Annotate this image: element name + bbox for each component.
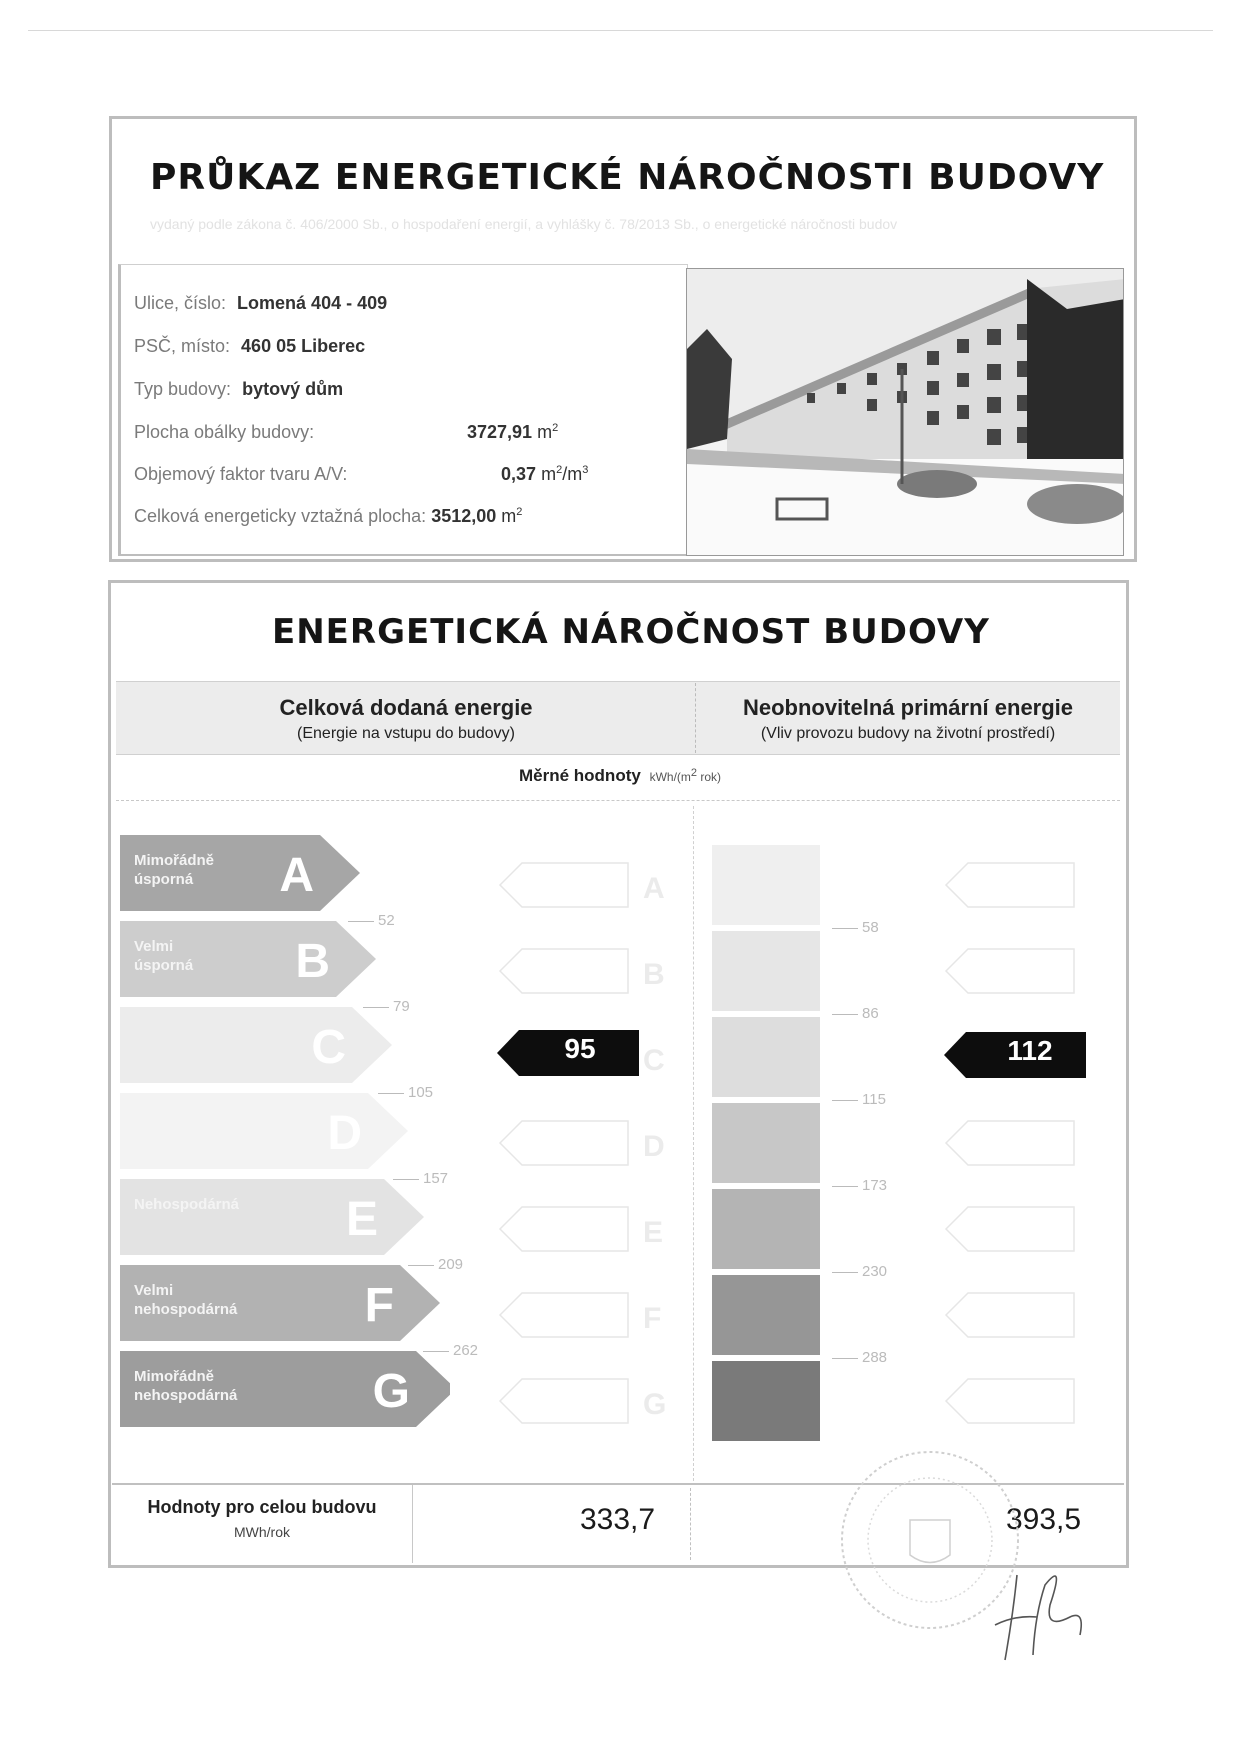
primary-scale-box <box>712 1103 820 1183</box>
left-threshold: 262 <box>423 1342 478 1359</box>
header-divider <box>695 683 696 753</box>
ghost-class-letter: E <box>643 1216 664 1249</box>
left-threshold: 209 <box>408 1256 463 1273</box>
primary-scale-box <box>712 1275 820 1355</box>
shape-unit-b: /m <box>562 464 583 484</box>
delivered-energy-value: 95 <box>564 1033 596 1064</box>
class-letter-d: D <box>327 1107 362 1160</box>
right-threshold: 115 <box>832 1091 886 1108</box>
left-threshold: 52 <box>348 912 395 929</box>
shape-label: Objemový faktor tvaru A/V: <box>134 464 348 484</box>
class-desc-f: Velmi <box>134 1282 174 1299</box>
class-desc-e: Nehospodárná <box>134 1196 240 1213</box>
primary-scale-box <box>712 845 820 925</box>
delivered-energy-header <box>116 695 696 743</box>
left-threshold: 105 <box>378 1084 433 1101</box>
postal-row <box>134 336 365 357</box>
class-desc-b: Velmi <box>134 938 174 955</box>
envelope-value-group <box>467 422 558 443</box>
specific-values-unit: kWh/($m^2$ rok) <box>649 767 722 784</box>
footer-label: Hodnoty pro celou budovu <box>147 1497 377 1517</box>
footer-divider <box>690 1488 691 1560</box>
primary-energy-value: 112 <box>1007 1035 1053 1066</box>
primary-energy-header <box>696 695 1120 743</box>
ghost-class-letter: A <box>643 872 665 905</box>
ghost-class-letter: C <box>643 1044 665 1077</box>
area-unit-sup: 2 <box>516 506 523 518</box>
class-desc-g: nehospodárná <box>134 1387 238 1404</box>
signature <box>975 1555 1095 1665</box>
right-threshold: 173 <box>832 1177 887 1194</box>
primary-energy-heading: Neobnovitelná primární energie <box>742 695 1074 720</box>
left-threshold: 79 <box>363 998 410 1015</box>
area-label: Celková energeticky vztažná plocha: <box>134 506 427 526</box>
specific-values-label <box>0 766 1240 786</box>
top-rule <box>28 30 1213 31</box>
class-letter-a: A <box>279 849 314 902</box>
ghost-class-letter: F <box>643 1302 662 1335</box>
dashed-separator <box>116 800 1120 801</box>
class-letter-f: F <box>364 1279 394 1332</box>
class-desc-b: úsporná <box>134 957 194 974</box>
left-threshold: 157 <box>393 1170 448 1187</box>
right-threshold: 58 <box>832 919 879 936</box>
footer-unit: MWh/rok <box>234 1524 290 1540</box>
class-desc-g: Mimořádně <box>134 1368 215 1385</box>
primary-scale-box <box>712 931 820 1011</box>
shape-value: 0,37 <box>501 464 537 484</box>
area-value: 3512,00 <box>431 506 497 526</box>
shape-unit-a-sup: 2 <box>556 464 563 476</box>
postal-value: 460 05 Liberec <box>241 336 366 356</box>
street-value: Lomená 404 - 409 <box>237 293 388 313</box>
delivered-energy-subheading: (Energie na vstupu do budovy) <box>297 725 515 742</box>
footer-delivered-value: 333,7 <box>580 1503 656 1536</box>
class-letter-b: B <box>295 935 330 988</box>
delivered-energy-heading: Celková dodaná energie <box>279 695 533 720</box>
class-letter-c: C <box>311 1021 346 1074</box>
primary-scale-box <box>712 1017 820 1097</box>
class-desc-f: nehospodárná <box>134 1301 238 1318</box>
type-row <box>134 379 343 400</box>
type-value: bytový dům <box>242 379 344 399</box>
footer-primary-value: 393,5 <box>1006 1503 1082 1536</box>
postal-label: PSČ, místo: <box>134 336 231 356</box>
right-threshold: 86 <box>832 1005 879 1022</box>
envelope-value: 3727,91 <box>467 422 533 442</box>
type-label: Typ budovy: <box>134 379 232 399</box>
shape-unit-b-sup: 3 <box>582 464 589 476</box>
class-letter-e: E <box>345 1193 378 1246</box>
shape-unit-a: m <box>541 464 557 484</box>
class-arrow-scale <box>120 835 450 1445</box>
rating-title: ENERGETICKÁ NÁROČNOST BUDOVY <box>272 612 990 652</box>
building-photo <box>686 268 1124 556</box>
ghost-class-letter: D <box>643 1130 665 1163</box>
primary-scale-box <box>712 1361 820 1441</box>
street-row <box>134 293 387 314</box>
class-arrow-e <box>120 1179 424 1255</box>
building-photo-image <box>687 269 1124 556</box>
class-desc-a: Mimořádně <box>134 852 215 869</box>
ghost-class-letter: G <box>643 1388 667 1421</box>
class-arrow-d <box>120 1093 408 1169</box>
class-desc-a: úsporná <box>134 871 194 888</box>
area-unit: m <box>501 506 517 526</box>
area-row <box>134 506 522 527</box>
class-letter-g: G <box>372 1365 410 1418</box>
certificate-subtitle: vydaný podle zákona č. 406/2000 Sb., o hospodaření energií, a vyhlášky č. 78/2013 Sb., o energetické náročnosti budov <box>150 216 898 232</box>
ghost-class-letter: B <box>643 958 665 991</box>
right-threshold: 230 <box>832 1263 887 1280</box>
street-label: Ulice, číslo: <box>134 293 227 313</box>
envelope-label: Plocha obálky budovy: <box>134 422 315 442</box>
specific-values-title: Měrné hodnoty <box>518 766 641 785</box>
primary-energy-subheading: (Vliv provozu budovy na životní prostředí) <box>760 725 1056 742</box>
dashed-column-divider <box>693 806 694 1481</box>
certificate-title: PRŮKAZ ENERGETICKÉ NÁROČNOSTI BUDOVY <box>150 157 1105 198</box>
right-threshold: 288 <box>832 1349 887 1366</box>
class-arrow-c <box>120 1007 392 1083</box>
envelope-unit-sup: 2 <box>552 422 559 434</box>
primary-scale-box <box>712 1189 820 1269</box>
envelope-unit: m <box>537 422 553 442</box>
shape-value-group <box>501 464 588 485</box>
